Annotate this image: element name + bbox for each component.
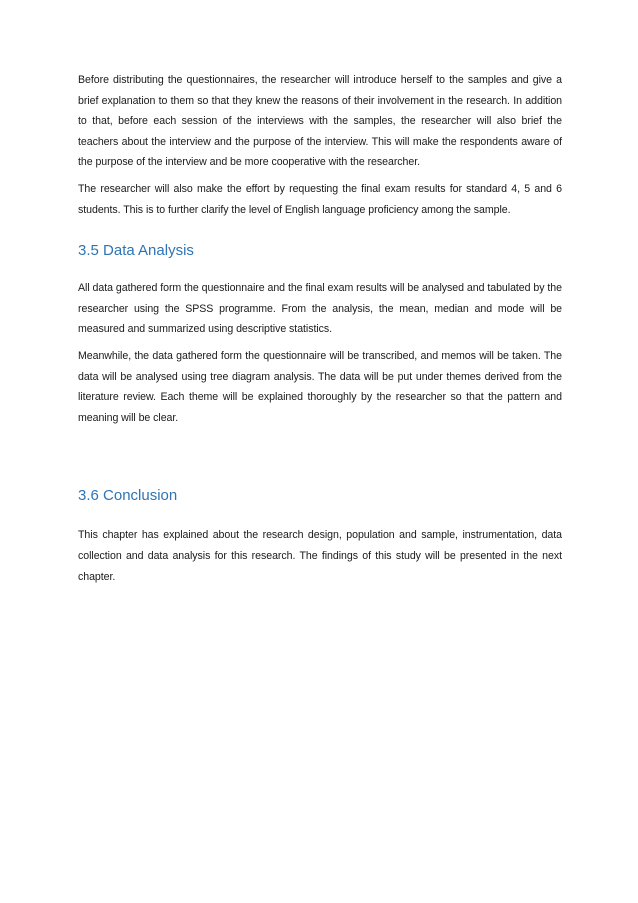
- body-paragraph: All data gathered form the questionnaire and the final exam results will be analysed and tabulated by the researcher using the SPSS programme. From the analysis, the mean, median and mode will be measured and summarized using descriptive statistics.: [78, 282, 562, 336]
- body-paragraph: This chapter has explained about the research design, population and sample, instrumentation, data collection and data analysis for this research. The findings of this study will be presented in the next chapter.: [78, 529, 562, 583]
- body-paragraph: Meanwhile, the data gathered form the questionnaire will be transcribed, and memos will be taken. The data will be analysed using tree diagram analysis. The data will be put under themes derived from the literature review. Each theme will be explained thoroughly by the researcher so that the pattern and meaning will be clear.: [78, 349, 562, 424]
- section-heading-data-analysis: 3.5 Data Analysis: [78, 242, 194, 260]
- body-paragraph: The researcher will also make the effort by requesting the final exam results for standard 4, 5 and 6 students. This is to further clarify the level of English language proficiency among the sample.: [78, 182, 562, 216]
- section-heading-conclusion: 3.6 Conclusion: [78, 487, 178, 505]
- body-paragraph: Before distributing the questionnaires, the researcher will introduce herself to the samples and give a brief explanation to them so that they knew the reasons of their involvement in the research. In addition to that, before each session of the interviews with the samples, the researcher will also brief the teachers about the interview and the purpose of the interview. This will make the respondents aware of the purpose of the interview and be more cooperative with the researcher.: [78, 74, 562, 169]
- page-content: [78, 70, 562, 587]
